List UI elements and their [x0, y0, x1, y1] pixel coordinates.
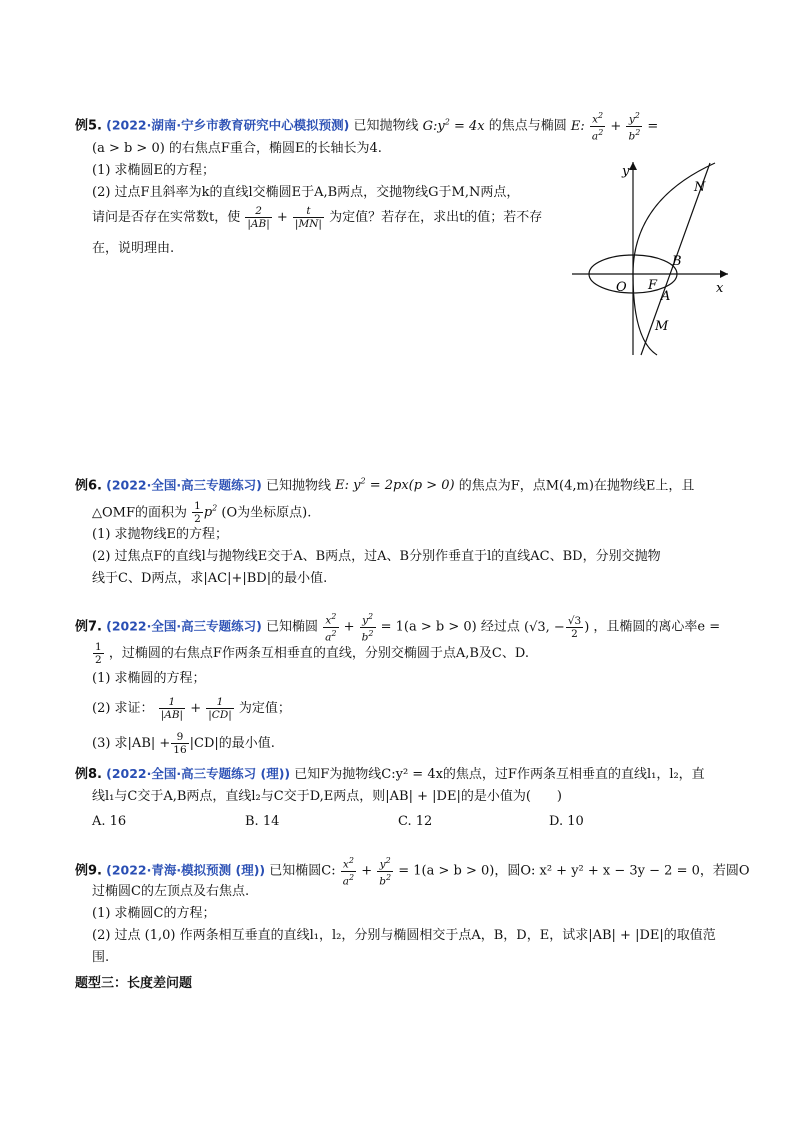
ex6-q1: (1) 求抛物线E的方程；: [92, 527, 229, 542]
ex5-q2: (2) 过点F且斜率为k的直线l交椭圆E于A,B两点，交抛物线G于M,N两点，: [92, 185, 520, 200]
ex5-q1: (1) 求椭圆E的方程；: [92, 163, 216, 178]
ex6-q3: 线于C、D两点，求|AC|+|BD|的最小值.: [92, 571, 328, 586]
ex9-label: 例9.: [75, 863, 102, 879]
ex7-q2: (2) 求证： $\frac{1}{|AB|}$ + $\frac{1}{|CD|}$ 为定值；: [92, 696, 291, 721]
label-F: F: [648, 278, 658, 293]
ex7-q3: (3) 求|AB| + $\frac{9}{16}$ |CD|的最小值.: [92, 731, 275, 756]
ex6-half: $\frac{1}{2}$: [194, 500, 201, 526]
ex5-stem-c: (a > b > 0) 的右焦点F重合，椭圆E的长轴长为4.: [92, 141, 382, 156]
ex7-q2a: (2) 求证：: [92, 701, 154, 716]
ex5-frac-mn: $\frac{t}{|MN|}$: [294, 205, 322, 230]
ex6-line1: [75, 473, 694, 495]
ex5-q3a: 请问是否存在实常数t，使: [92, 210, 241, 225]
ex9-source: (2022·青海·模拟预测 (理)): [106, 862, 266, 878]
ex9-q2: (2) 过点 (1,0) 作两条相互垂直的直线l₁，l₂，分别与椭圆相交于点A，B，D，E，试求|AB| + |DE|的取值范: [92, 928, 716, 943]
ex9-q1: (1) 求椭圆C的方程；: [92, 906, 216, 921]
ex5-label: 例5.: [75, 118, 102, 134]
ex5-source: (2022·湖南·宁乡市教育研究中心模拟预测): [106, 117, 350, 133]
ex7-frac-y: $\frac{y^2}{b^2}$: [361, 612, 374, 643]
ex8-l2: 线l₁与C交于A,B两点，直线l₂与C交于D,E两点，则|AB| + |DE|的是小值为( ): [92, 789, 562, 804]
ex9-l2: 过椭圆C的左顶点及右焦点.: [92, 884, 250, 899]
ex6-eq: E: $y^2 = 2px(p > 0)$: [335, 477, 455, 494]
ex8-option-d[interactable]: D. 10: [549, 814, 584, 829]
ex6-l2a: △OMF的面积为: [92, 505, 187, 521]
ex7-l1c: ，且椭圆的离心率e =: [593, 619, 721, 635]
ex7-q2b: 为定值；: [238, 701, 291, 716]
ex7-q3a: (3) 求|AB| +: [92, 736, 171, 751]
ex6-l1a: 已知抛物线: [265, 478, 331, 494]
ex7-label: 例7.: [75, 619, 102, 635]
ex9-l1b: = 1(a > b > 0)，圆O: x² + y² + x − 3y − 2 = 0，若圆O: [398, 863, 750, 879]
label-A: A: [661, 289, 671, 304]
label-N: N: [694, 180, 706, 195]
ex6-source: (2022·全国·高三专题练习): [106, 477, 262, 493]
ex7-l1b: = 1(a > b > 0) 经过点: [380, 619, 520, 635]
ex8-option-a[interactable]: A. 16: [92, 814, 127, 829]
ex7-l1a: 已知椭圆: [265, 619, 318, 635]
ex5-ellipse-eq: E: $\frac{x^2}{a^2}$ + $\frac{y^2}{b^2}$ =: [570, 111, 659, 142]
ex8-line1: [75, 765, 705, 784]
y-axis-arrow: [629, 162, 637, 170]
ex7-half: $\frac{1}{2}$: [95, 641, 102, 666]
ex7-line1: 例7. (2022·全国·高三专题练习) 已知椭圆 $\frac{x^2}{a^2}$ + $\frac{y^2}{b^2}$ = 1(a > b > 0) 经过点 (√3, − $\frac{√3}{2}$ ) ，且椭圆的离心率e =: [75, 612, 721, 643]
ex6-q2: (2) 过焦点F的直线l与抛物线E交于A、B两点，过A、B分别作垂直于l的直线AC、BD，分别交抛物: [92, 549, 661, 564]
ex5-stem-b: 的焦点与椭圆: [488, 118, 567, 134]
ex5-parabola-eq: $G:y^2 = 4x$: [422, 117, 485, 134]
ex5-figure: [565, 150, 735, 360]
label-M: M: [655, 319, 669, 334]
ex7-line2: [92, 641, 529, 666]
ex8-option-c[interactable]: C. 12: [398, 814, 433, 829]
ex6-line2: △OMF的面积为 $\frac{1}{2}$ $p^2$ (O为坐标原点).: [92, 500, 312, 526]
ex7-point: (√3, − $\frac{√3}{2}$ ): [524, 614, 590, 640]
section-heading: 题型三：长度差问题: [75, 976, 193, 991]
ex9-line1: 例9. (2022·青海·模拟预测 (理)) 已知椭圆C: $\frac{x^2}{a^2}$ + $\frac{y^2}{b^2}$ = 1(a > b > 0)，圆O: x² + y² + x − 3y − 2 = 0，若圆O: [75, 856, 750, 887]
label-B: B: [672, 254, 682, 269]
ex5-q3b: 为定值？若存在，求出t的值；若不存: [329, 210, 543, 225]
ex8-label: 例8.: [75, 767, 102, 782]
x-axis-arrow: [720, 270, 728, 278]
ex8-l1: 已知F为抛物线C:y² = 4x的焦点，过F作两条互相垂直的直线l₁，l₂，直: [294, 767, 705, 782]
label-y: y: [622, 164, 630, 179]
ex5-frac-ab: $\frac{2}{|AB|}$: [247, 205, 270, 230]
label-O: O: [616, 280, 627, 295]
ex8-option-b[interactable]: B. 14: [245, 814, 280, 829]
ex8-source: (2022·全国·高三专题练习 (理)): [106, 766, 291, 781]
ex5-q4: 在，说明理由.: [92, 241, 175, 256]
ex7-q3b: |CD|的最小值.: [189, 736, 275, 751]
ex7-q1: (1) 求椭圆的方程；: [92, 671, 206, 686]
ex5-line1: [75, 110, 658, 142]
ex7-l2: ，过椭圆的右焦点F作两条互相垂直的直线，分别交椭圆于点A,B及C、D.: [108, 646, 529, 661]
ex6-l1b: 的焦点为F，点M(4,m)在抛物线E上，且: [458, 478, 695, 494]
ex9-q3: 围.: [92, 950, 110, 965]
label-x: x: [716, 281, 724, 296]
ex5-q3: 请问是否存在实常数t，使 $\frac{2}{|AB|}$ + $\frac{t}{|MN|}$ 为定值？若存在，求出t的值；若不存: [92, 205, 543, 230]
ex7-source: (2022·全国·高三专题练习): [106, 618, 262, 634]
ex6-label: 例6.: [75, 478, 102, 494]
ex9-l1a: 已知椭圆C:: [269, 863, 336, 879]
ex6-l2b: (O为坐标原点).: [221, 505, 312, 521]
ex5-stem-a: 已知抛物线: [353, 118, 419, 134]
ex7-frac-x: $\frac{x^2}{a^2}$: [325, 612, 337, 643]
